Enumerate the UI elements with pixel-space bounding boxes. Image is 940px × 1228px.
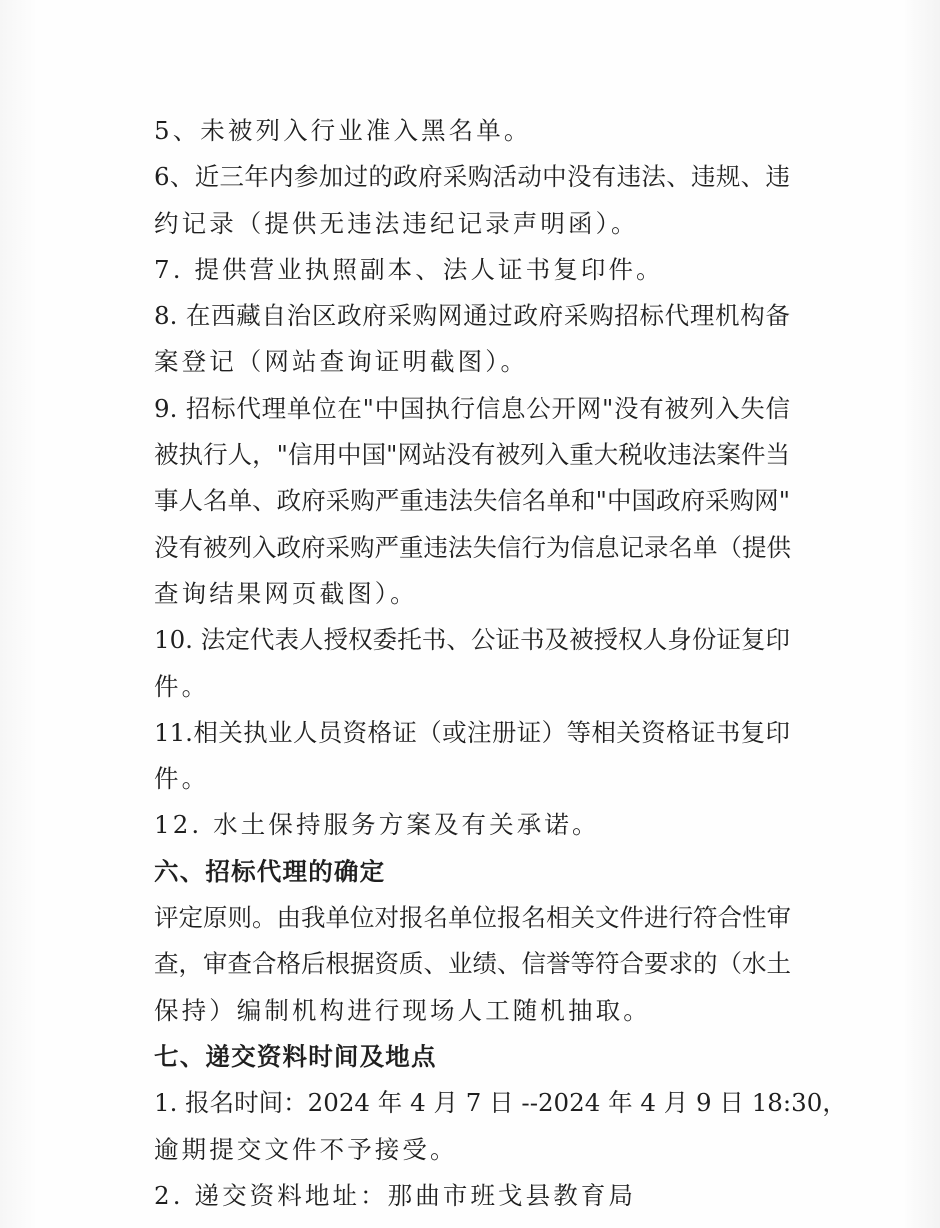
requirement-12: 12. 水土保持服务方案及有关承诺。 xyxy=(154,810,600,840)
registration-time-line-2: 逾期提交文件不予接受。 xyxy=(154,1134,458,1164)
section-6-para-line-3: 保持）编制机构进行现场人工随机抽取。 xyxy=(154,995,651,1025)
section-6-para-line-1: 评定原则。由我单位对报名单位报名相关文件进行符合性审 xyxy=(154,903,791,933)
requirement-9-line-4: 没有被列入政府采购严重违法失信行为信息记录名单（提供 xyxy=(154,532,791,562)
requirement-8-line-1: 8. 在西藏自治区政府采购网通过政府采购招标代理机构备 xyxy=(154,301,790,331)
submission-address: 2. 递交资料地址：那曲市班戈县教育局 xyxy=(154,1180,637,1210)
requirement-8-line-2: 案登记（网站查询证明截图）。 xyxy=(154,347,529,377)
requirement-11-line-2: 件。 xyxy=(154,764,210,794)
requirement-6-line-1: 6、近三年内参加过的政府采购活动中没有违法、违规、违 xyxy=(154,162,790,192)
requirement-10-line-1: 10. 法定代表人授权委托书、公证书及被授权人身份证复印 xyxy=(154,625,790,655)
registration-time-line-1: 1. 报名时间：2024 年 4 月 7 日 --2024 年 4 月 9 日 18:30， xyxy=(154,1088,847,1118)
requirement-7: 7. 提供营业执照副本、法人证书复印件。 xyxy=(154,254,664,284)
requirement-5: 5、未被列入行业准入黑名单。 xyxy=(154,116,532,145)
section-7-heading: 七、递交资料时间及地点 xyxy=(154,1041,437,1071)
requirement-11-line-1: 11.相关执业人员资格证（或注册证）等相关资格证书复印 xyxy=(154,717,790,747)
requirement-6-line-2: 约记录（提供无违法违纪记录声明函）。 xyxy=(154,208,639,238)
requirement-10-line-2: 件。 xyxy=(154,671,210,701)
requirement-9-line-5: 查询结果网页截图）。 xyxy=(154,578,418,608)
section-6-heading: 六、招标代理的确定 xyxy=(154,856,386,886)
requirement-9-line-3: 事人名单、政府采购严重违法失信名单和"中国政府采购网" xyxy=(154,486,790,516)
section-6-para-line-2: 查，审查合格后根据资质、业绩、信誉等符合要求的（水土 xyxy=(154,949,791,979)
requirement-9-line-2: 被执行人，"信用中国"网站没有被列入重大税收违法案件当 xyxy=(154,440,790,470)
requirement-9-line-1: 9. 招标代理单位在"中国执行信息公开网"没有被列入失信 xyxy=(154,393,790,423)
